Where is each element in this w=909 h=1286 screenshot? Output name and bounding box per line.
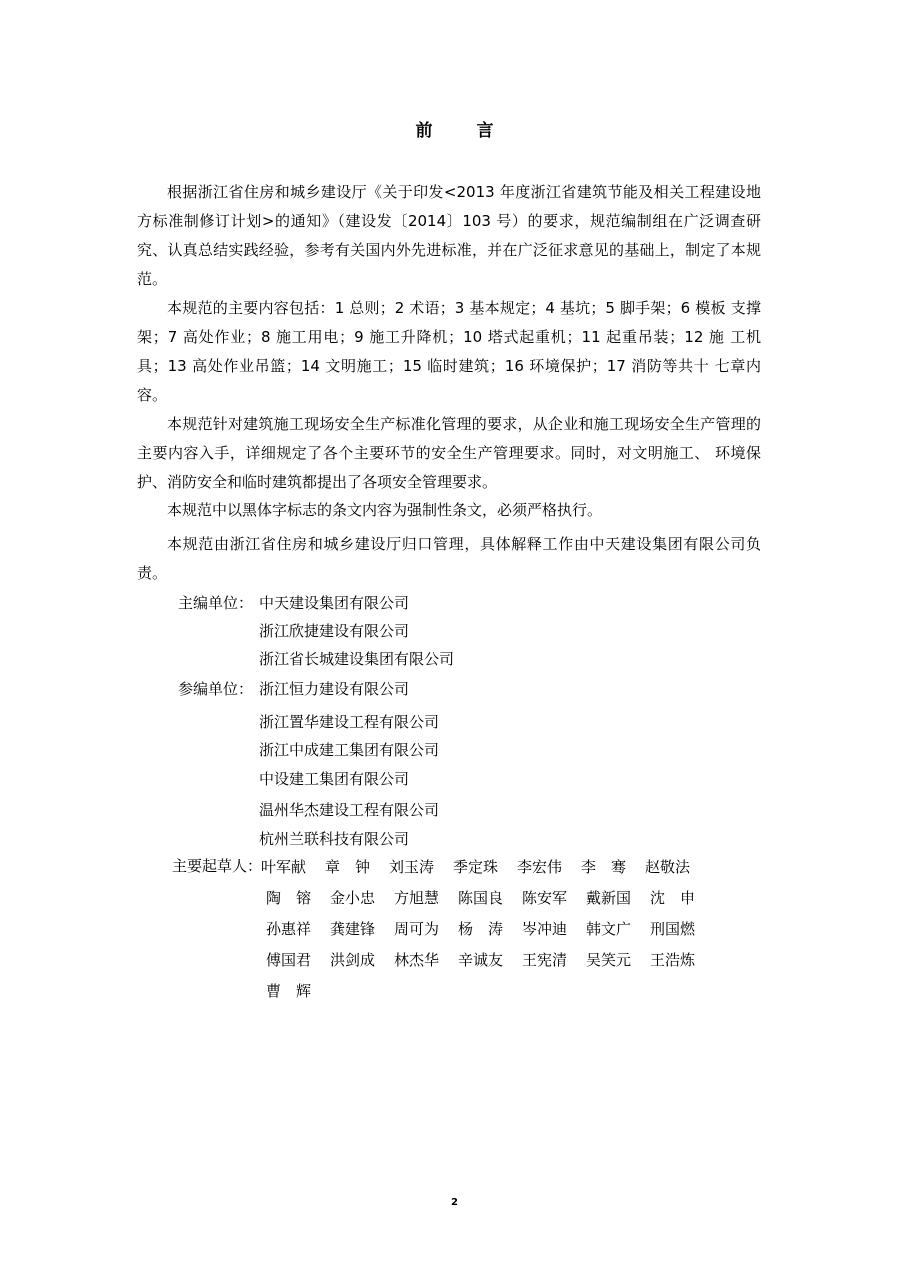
- participating-unit-name: 杭州兰联科技有限公司: [259, 830, 410, 848]
- drafter-name: 金小忠: [330, 889, 376, 907]
- preface-paragraph-1: 根据浙江省住房和城乡建设厅《关于印发<2013 年度浙江省建筑节能及相关工程建设地方标准制修订计划>的通知》（建设发〔2014〕103 号）的要求，规范编制组在广泛调查研究、认真总结实践经验，参考有关国内外先进标准，并在广泛征求意见的基础上，制定了本规范。: [137, 183, 761, 288]
- drafter-name: 陈国良: [458, 889, 504, 907]
- participating-unit-name: 浙江中成建工集团有限公司: [259, 741, 440, 759]
- drafter-name: 洪剑成: [330, 951, 376, 969]
- preface-paragraph-3: 本规范针对建筑施工现场安全生产标准化管理的要求，从企业和施工现场安全生产管理的主要内容入手，详细规定了各个主要环节的安全生产管理要求。同时，对文明施工、 环境保护、消防安全和临时建筑都提出了各项安全管理要求。: [137, 415, 761, 491]
- drafter-name: 沈 申: [650, 889, 696, 907]
- drafter-name: 岑冲迪: [522, 920, 568, 938]
- drafters-label: 主要起草人：: [172, 857, 263, 875]
- drafter-name: 李 骞: [581, 858, 627, 876]
- participating-unit-name: 中设建工集团有限公司: [259, 770, 410, 788]
- drafter-name: 曹 辉: [266, 982, 312, 1000]
- participating-unit-name: 浙江恒力建设有限公司: [259, 680, 410, 698]
- preface-paragraph-5: 本规范由浙江省住房和城乡建设厅归口管理，具体解释工作由中天建设集团有限公司负责。: [137, 535, 761, 582]
- drafter-name: 章 钟: [325, 858, 371, 876]
- preface-paragraph-2: 本规范的主要内容包括：1 总则；2 术语；3 基本规定；4 基坑；5 脚手架；6 模板 支撑架；7 高处作业；8 施工用电；9 施工升降机；10 塔式起重机；11 起重吊装；12 施 工机具；13 高处作业吊篮；14 文明施工；15 临时建筑；16 环境保护；17 消防等共十 七章内容。: [137, 299, 761, 404]
- drafter-name: 季定珠: [453, 858, 499, 876]
- participating-unit-name: 温州华杰建设工程有限公司: [259, 801, 440, 819]
- drafter-name: 杨 涛: [458, 920, 504, 938]
- chief-unit-name: 浙江省长城建设集团有限公司: [259, 650, 455, 668]
- chief-unit-name: 浙江欣捷建设有限公司: [259, 622, 410, 640]
- preface-paragraph-4: 本规范中以黑体字标志的条文内容为强制性条文，必须严格执行。: [167, 501, 603, 519]
- drafters-row: [261, 856, 709, 877]
- drafter-name: 方旭慧: [394, 889, 440, 907]
- drafter-name: 孙惠祥: [266, 920, 312, 938]
- drafters-row: [266, 918, 714, 939]
- drafter-name: 李宏伟: [517, 858, 563, 876]
- drafter-name: 辛诚友: [458, 951, 504, 969]
- title-char-2: 言: [476, 121, 494, 141]
- drafter-name: 王浩炼: [650, 951, 696, 969]
- drafters-row: [266, 980, 330, 1001]
- drafter-name: 周可为: [394, 920, 440, 938]
- drafter-name: 叶军献: [261, 858, 307, 876]
- chief-units-label: 主编单位：: [178, 594, 254, 612]
- drafters-row: [266, 949, 714, 970]
- drafter-name: 陈安军: [522, 889, 568, 907]
- drafter-name: 陶 镕: [266, 889, 312, 907]
- drafter-name: 赵敬法: [645, 858, 691, 876]
- page-number: 2: [451, 1197, 458, 1208]
- page-title: [0, 116, 909, 141]
- drafters-row: [266, 887, 714, 908]
- drafter-name: 刘玉涛: [389, 858, 435, 876]
- chief-unit-name: 中天建设集团有限公司: [259, 594, 410, 612]
- drafter-name: 刑国燃: [650, 920, 696, 938]
- drafter-name: 戴新国: [586, 889, 632, 907]
- participating-units-label: 参编单位：: [178, 680, 254, 698]
- drafter-name: 龚建锋: [330, 920, 376, 938]
- drafter-name: 韩文广: [586, 920, 632, 938]
- title-char-1: 前: [415, 121, 433, 141]
- drafter-name: 王宪清: [522, 951, 568, 969]
- drafter-name: 傅国君: [266, 951, 312, 969]
- drafter-name: 吴笑元: [586, 951, 632, 969]
- participating-unit-name: 浙江置华建设工程有限公司: [259, 713, 440, 731]
- drafter-name: 林杰华: [394, 951, 440, 969]
